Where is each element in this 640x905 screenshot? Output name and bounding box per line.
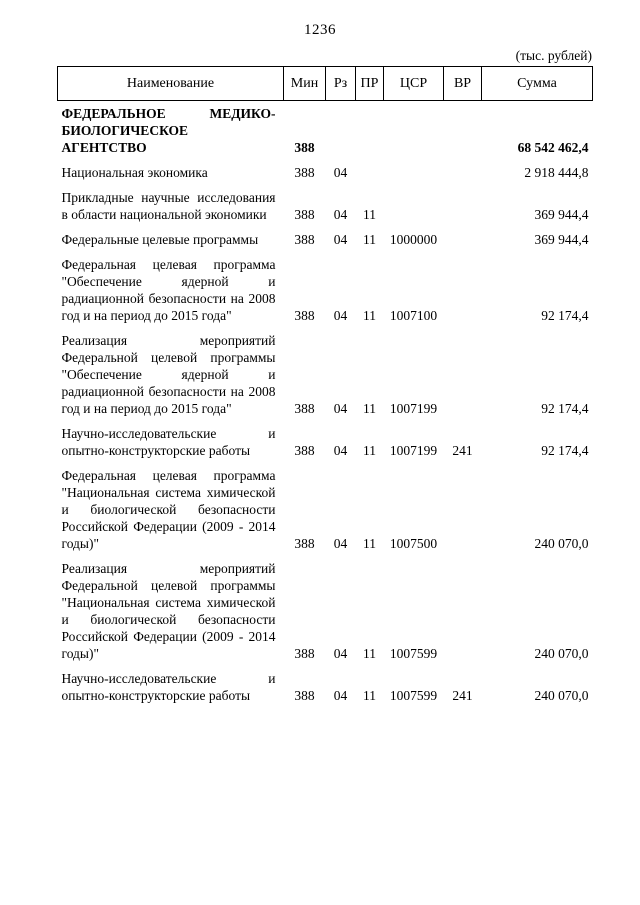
cell-csr: 1007500 (389, 536, 438, 551)
table-row (58, 328, 593, 421)
cell-vr (444, 185, 482, 227)
cell-pr: 11 (363, 207, 376, 222)
col-header-pr: ПР (356, 67, 384, 101)
cell-vr (444, 227, 482, 252)
cell-pr (356, 160, 384, 185)
cell-sum: 369 944,4 (534, 207, 589, 222)
cell-vr (444, 101, 482, 161)
table-header (58, 67, 593, 101)
col-header-name: Наименование (58, 67, 284, 101)
cell-pr: 11 (363, 308, 376, 323)
cell-csr: 1007599 (389, 646, 438, 661)
table-row (58, 160, 593, 185)
cell-vr (444, 463, 482, 556)
cell-sum: 240 070,0 (534, 688, 589, 703)
table-row (58, 185, 593, 227)
col-header-sum: Сумма (482, 67, 593, 101)
cell-rz: 04 (333, 536, 348, 551)
units-note: (тыс. рублей) (515, 48, 592, 63)
table-row (58, 421, 593, 463)
cell-csr (384, 185, 444, 227)
cell-pr: 11 (363, 232, 376, 247)
cell-rz: 04 (333, 646, 348, 661)
cell-min: 388 (294, 401, 315, 416)
budget-table (57, 66, 593, 708)
cell-min: 388 (294, 646, 315, 661)
col-header-min: Мин (284, 67, 326, 101)
cell-pr: 11 (363, 536, 376, 551)
cell-rz: 04 (333, 165, 348, 180)
cell-min: 388 (294, 536, 315, 551)
cell-pr: 11 (363, 646, 376, 661)
cell-name: Реализация мероприятий Федеральной целевой программы "Обеспечение ядерной и радиационной безопасности на 2008 год и на период до 2015 года" (61, 333, 276, 416)
cell-sum: 240 070,0 (534, 646, 589, 661)
cell-sum: 92 174,4 (541, 401, 589, 416)
cell-min: 388 (294, 140, 315, 155)
cell-rz: 04 (333, 308, 348, 323)
cell-csr: 1007599 (389, 688, 438, 703)
cell-sum: 2 918 444,8 (524, 165, 589, 180)
table-row (58, 463, 593, 556)
table-body (58, 101, 593, 709)
cell-pr: 11 (363, 443, 376, 458)
cell-name: Научно-исследовательские и опытно-конструкторские работы (61, 671, 276, 703)
cell-sum: 92 174,4 (541, 308, 589, 323)
cell-rz: 04 (333, 401, 348, 416)
table-row (58, 666, 593, 708)
cell-rz: 04 (333, 232, 348, 247)
cell-min: 388 (294, 308, 315, 323)
col-header-csr: ЦСР (384, 67, 444, 101)
cell-min: 388 (294, 688, 315, 703)
cell-min: 388 (294, 232, 315, 247)
table-row (58, 556, 593, 666)
cell-name: Федеральные целевые программы (61, 232, 259, 247)
cell-pr (356, 101, 384, 161)
cell-rz: 04 (333, 443, 348, 458)
cell-rz: 04 (333, 207, 348, 222)
cell-rz (326, 101, 356, 161)
cell-name: ФЕДЕРАЛЬНОЕ МЕДИКО-БИОЛОГИЧЕСКОЕ АГЕНТСТВО (61, 106, 276, 155)
cell-vr (444, 160, 482, 185)
cell-vr (444, 328, 482, 421)
cell-vr (444, 252, 482, 328)
cell-sum: 240 070,0 (534, 536, 589, 551)
cell-pr: 11 (363, 401, 376, 416)
cell-name: Научно-исследовательские и опытно-конструкторские работы (61, 426, 276, 458)
cell-name: Национальная экономика (61, 165, 208, 180)
cell-pr: 11 (363, 688, 376, 703)
cell-csr (384, 101, 444, 161)
table-row (58, 252, 593, 328)
cell-sum: 92 174,4 (541, 443, 589, 458)
col-header-rz: Рз (326, 67, 356, 101)
cell-min: 388 (294, 207, 315, 222)
table-header-row (58, 67, 593, 101)
cell-csr: 1007100 (389, 308, 438, 323)
cell-vr: 241 (452, 688, 473, 703)
table-row (58, 227, 593, 252)
cell-csr: 1007199 (389, 401, 438, 416)
cell-name: Реализация мероприятий Федеральной целевой программы "Национальная система химической и биологической безопасности Российской Федерации (2009 - 2014 годы)" (61, 561, 276, 661)
cell-vr (444, 556, 482, 666)
cell-sum: 369 944,4 (534, 232, 589, 247)
table-row (58, 101, 593, 161)
cell-csr (384, 160, 444, 185)
cell-csr: 1000000 (389, 232, 438, 247)
cell-name: Федеральная целевая программа "Национальная система химической и биологической безопасности Российской Федерации (2009 - 2014 годы)" (61, 468, 276, 551)
page-number: 1236 (304, 22, 336, 38)
cell-min: 388 (294, 443, 315, 458)
col-header-vr: ВР (444, 67, 482, 101)
cell-rz: 04 (333, 688, 348, 703)
cell-name: Прикладные научные исследования в области национальной экономики (61, 190, 276, 222)
cell-sum: 68 542 462,4 (517, 140, 589, 155)
cell-min: 388 (294, 165, 315, 180)
cell-name: Федеральная целевая программа "Обеспечение ядерной и радиационной безопасности на 2008 год и на период до 2015 года" (61, 257, 276, 323)
cell-vr: 241 (452, 443, 473, 458)
cell-csr: 1007199 (389, 443, 438, 458)
